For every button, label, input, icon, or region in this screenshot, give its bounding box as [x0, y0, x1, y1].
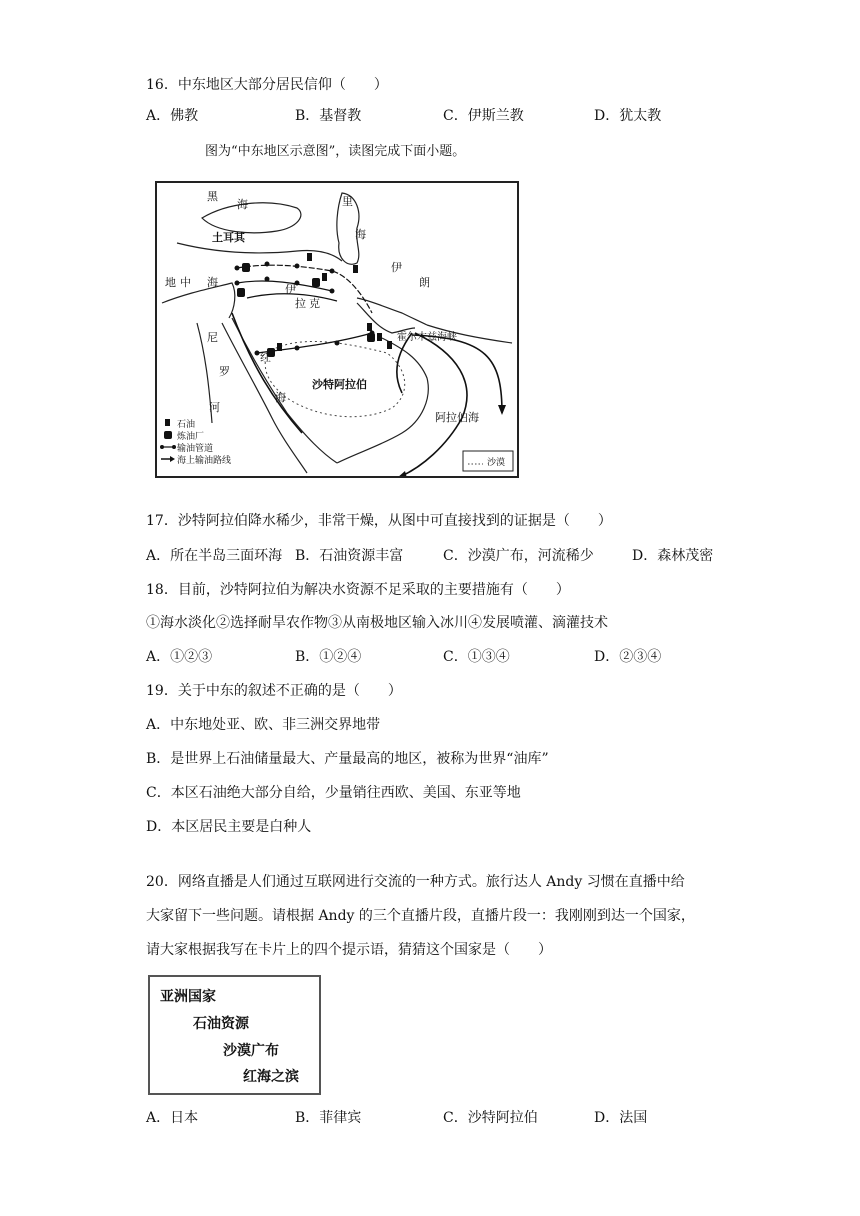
map-label-black-sea-2: 海 [237, 198, 248, 211]
legend-oil-icon [165, 419, 170, 426]
map-label-med-3: 海 [207, 276, 218, 289]
refinery-symbols [237, 263, 375, 357]
map-label-saudi: 沙特阿拉伯 [312, 378, 367, 391]
q18-option-a: A．①②③ [146, 649, 213, 665]
legend-refinery-icon [164, 431, 172, 439]
map-label-iran-2: 朗 [419, 276, 430, 289]
q18-stem: 18．目前，沙特阿拉伯为解决水资源不足采取的主要措施有（ ） [146, 582, 570, 598]
map-label-turkey: 土耳其 [212, 231, 245, 244]
route-arrow-1 [498, 405, 506, 415]
map-label-iraq-1: 伊 [285, 283, 296, 296]
map-label-black-sea-1: 黑 [207, 190, 218, 203]
q17-option-b: B．石油资源丰富 [295, 548, 404, 564]
hint-4: 红海之滨 [243, 1069, 299, 1085]
hint-3: 沙漠广布 [223, 1043, 279, 1059]
map-intro: 图为“中东地区示意图”，读图完成下面小题。 [205, 144, 466, 159]
q19-option-c: C．本区石油绝大部分自给，少量销往西欧、美国、东亚等地 [146, 785, 521, 801]
q17-option-d: D．森林茂密 [632, 548, 714, 564]
black-sea-outline [202, 203, 301, 233]
q16-stem: 16．中东地区大部分居民信仰（ ） [146, 77, 388, 93]
legend-oil: 石油 [177, 420, 196, 430]
persian-gulf-east [357, 298, 427, 325]
map-label-nile-2: 罗 [219, 365, 230, 378]
legend-refinery: 炼油厂 [177, 432, 205, 442]
turkey-border [177, 243, 342, 261]
q17-stem: 17．沙特阿拉伯降水稀少，非常干燥，从图中可直接找到的证据是（ ） [146, 513, 612, 529]
q16-option-c: C．伊斯兰教 [443, 108, 524, 124]
map-label-hormuz: 霍尔木兹海峡 [397, 332, 457, 343]
q16-option-d: D．犹太教 [594, 108, 662, 124]
q18-items: ①海水淡化②选择耐旱农作物③从南极地区输入冰川④发展喷灌、滴灌技术 [146, 615, 608, 631]
q18-option-d: D．②③④ [594, 649, 662, 665]
q16-option-a: A．佛教 [146, 108, 199, 124]
hint-card [148, 975, 321, 1095]
map-label-iran-1: 伊 [391, 261, 402, 274]
q19-option-a: A．中东地处亚、欧、非三洲交界地带 [146, 717, 381, 733]
q19-stem: 19．关于中东的叙述不正确的是（ ） [146, 683, 402, 699]
hint-1: 亚洲国家 [160, 989, 216, 1005]
legend-pipeline: 输油管道 [177, 444, 214, 454]
map-label-red-sea-1: 红 [260, 351, 271, 364]
hint-2: 石油资源 [193, 1016, 249, 1032]
q16-option-b: B．基督教 [295, 108, 362, 124]
map-label-iraq-2: 拉 [295, 297, 306, 310]
q20-option-c: C．沙特阿拉伯 [443, 1110, 538, 1126]
red-sea-west-coast [222, 323, 307, 473]
map-label-med-1: 地 [165, 276, 176, 289]
map-label-nile-1: 尼 [207, 331, 218, 344]
map-svg [157, 183, 517, 476]
middle-east-map [155, 181, 519, 478]
legend-desert: 沙漠 [487, 458, 506, 468]
q19-option-b: B．是世界上石油储量最大、产量最高的地区，被称为世界“油库” [146, 751, 549, 767]
q17-option-c: C．沙漠广布，河流稀少 [443, 548, 594, 564]
arabian-south-coast [337, 338, 428, 463]
map-label-med-2: 中 [180, 276, 191, 289]
q20-option-d: D．法国 [594, 1110, 648, 1126]
map-label-red-sea-2: 海 [275, 391, 286, 404]
map-label-iraq-3: 克 [309, 297, 320, 310]
q20-stem-line-1: 20．网络直播是人们通过互联网进行交流的一种方式。旅行达人 Andy 习惯在直播中给 [146, 874, 685, 890]
q18-option-b: B．①②④ [295, 649, 362, 665]
map-label-caspian-2: 海 [355, 228, 366, 241]
map-label-nile-3: 河 [209, 401, 220, 414]
route-arrow-2 [397, 471, 407, 476]
q20-option-a: A．日本 [146, 1110, 199, 1126]
legend-sea-route: 海上输油路线 [177, 456, 232, 466]
q20-option-b: B．菲律宾 [295, 1110, 362, 1126]
q20-stem-line-3: 请大家根据我写在卡片上的四个提示语，猜猜这个国家是（ ） [146, 942, 552, 958]
q19-option-d: D．本区居民主要是白种人 [146, 819, 312, 835]
q20-stem-line-2: 大家留下一些问题。请根据 Andy 的三个直播片段，直播片段一：我刚刚到达一个国家， [146, 908, 695, 924]
q18-option-c: C．①③④ [443, 649, 510, 665]
map-label-arabian-sea: 阿拉伯海 [435, 411, 479, 424]
map-label-caspian-1: 里 [342, 195, 353, 208]
q17-option-a: A．所在半岛三面环海 [146, 548, 283, 564]
